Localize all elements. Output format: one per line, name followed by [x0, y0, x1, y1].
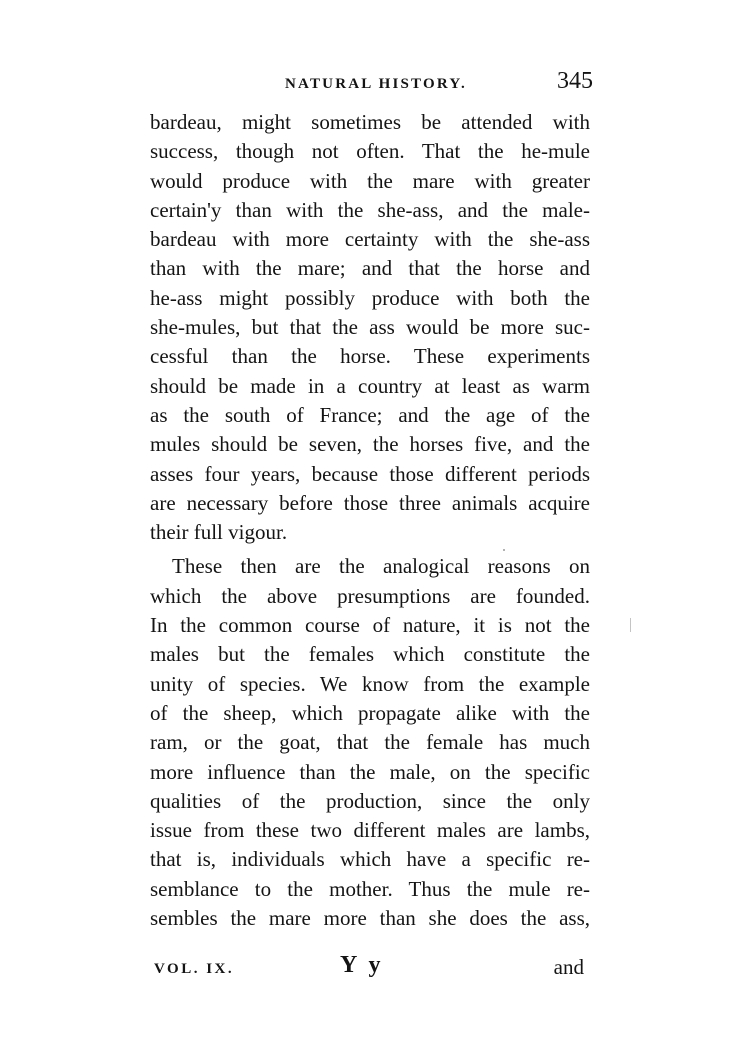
running-title: NATURAL HISTORY. — [285, 76, 467, 92]
text-line: These then are the analogical reasons on — [172, 554, 590, 579]
text-line: that is, individuals which have a specific re- — [150, 847, 590, 872]
text-line: are necessary before those three animals acquire — [150, 490, 590, 515]
text-line: In the common course of nature, it is not the — [150, 613, 590, 638]
text-line: would produce with the mare with greater — [150, 168, 590, 193]
page-footer — [150, 952, 590, 988]
text-line: of the sheep, which propagate alike with the — [150, 700, 590, 725]
text-line: unity of species. We know from the example — [150, 671, 590, 696]
body-text — [150, 108, 590, 933]
running-head — [150, 68, 595, 104]
text-line: than with the mare; and that the horse and — [150, 256, 590, 281]
text-line: asses four years, because those different periods — [150, 461, 590, 486]
paper-speck — [630, 618, 631, 632]
paper-speck — [503, 549, 505, 551]
text-line: sembles the mare more than she does the ass, — [150, 906, 590, 931]
text-line: she-mules, but that the ass would be more suc- — [150, 315, 590, 340]
text-line: more influence than the male, on the specific — [150, 759, 590, 784]
text-line: success, though not often. That the he-mule — [150, 139, 590, 164]
text-line: he-ass might possibly produce with both the — [150, 285, 590, 310]
volume-signature: VOL. IX. — [154, 961, 235, 977]
text-line: qualities of the production, since the only — [150, 788, 590, 813]
page-number: 345 — [557, 68, 593, 94]
text-line: semblance to the mother. Thus the mule re- — [150, 876, 590, 901]
text-line: males but the females which constitute the — [150, 642, 590, 667]
text-line: which the above presumptions are founded. — [150, 583, 590, 608]
text-line: cessful than the horse. These experiments — [150, 344, 590, 369]
text-line: should be made in a country at least as warm — [150, 373, 590, 398]
text-line: as the south of France; and the age of the — [150, 402, 590, 427]
signature-mark: Y y — [340, 952, 384, 978]
text-line: issue from these two different males are lambs, — [150, 818, 590, 843]
text-line: certain'y than with the she-ass, and the male- — [150, 197, 590, 222]
text-line: mules should be seven, the horses five, and the — [150, 432, 590, 457]
text-line: bardeau with more certainty with the she-ass — [150, 227, 590, 252]
text-line: their full vigour. — [150, 520, 288, 545]
text-line: ram, or the goat, that the female has much — [150, 730, 590, 755]
text-line: bardeau, might sometimes be attended with — [150, 110, 590, 134]
catchword: and — [553, 955, 584, 979]
